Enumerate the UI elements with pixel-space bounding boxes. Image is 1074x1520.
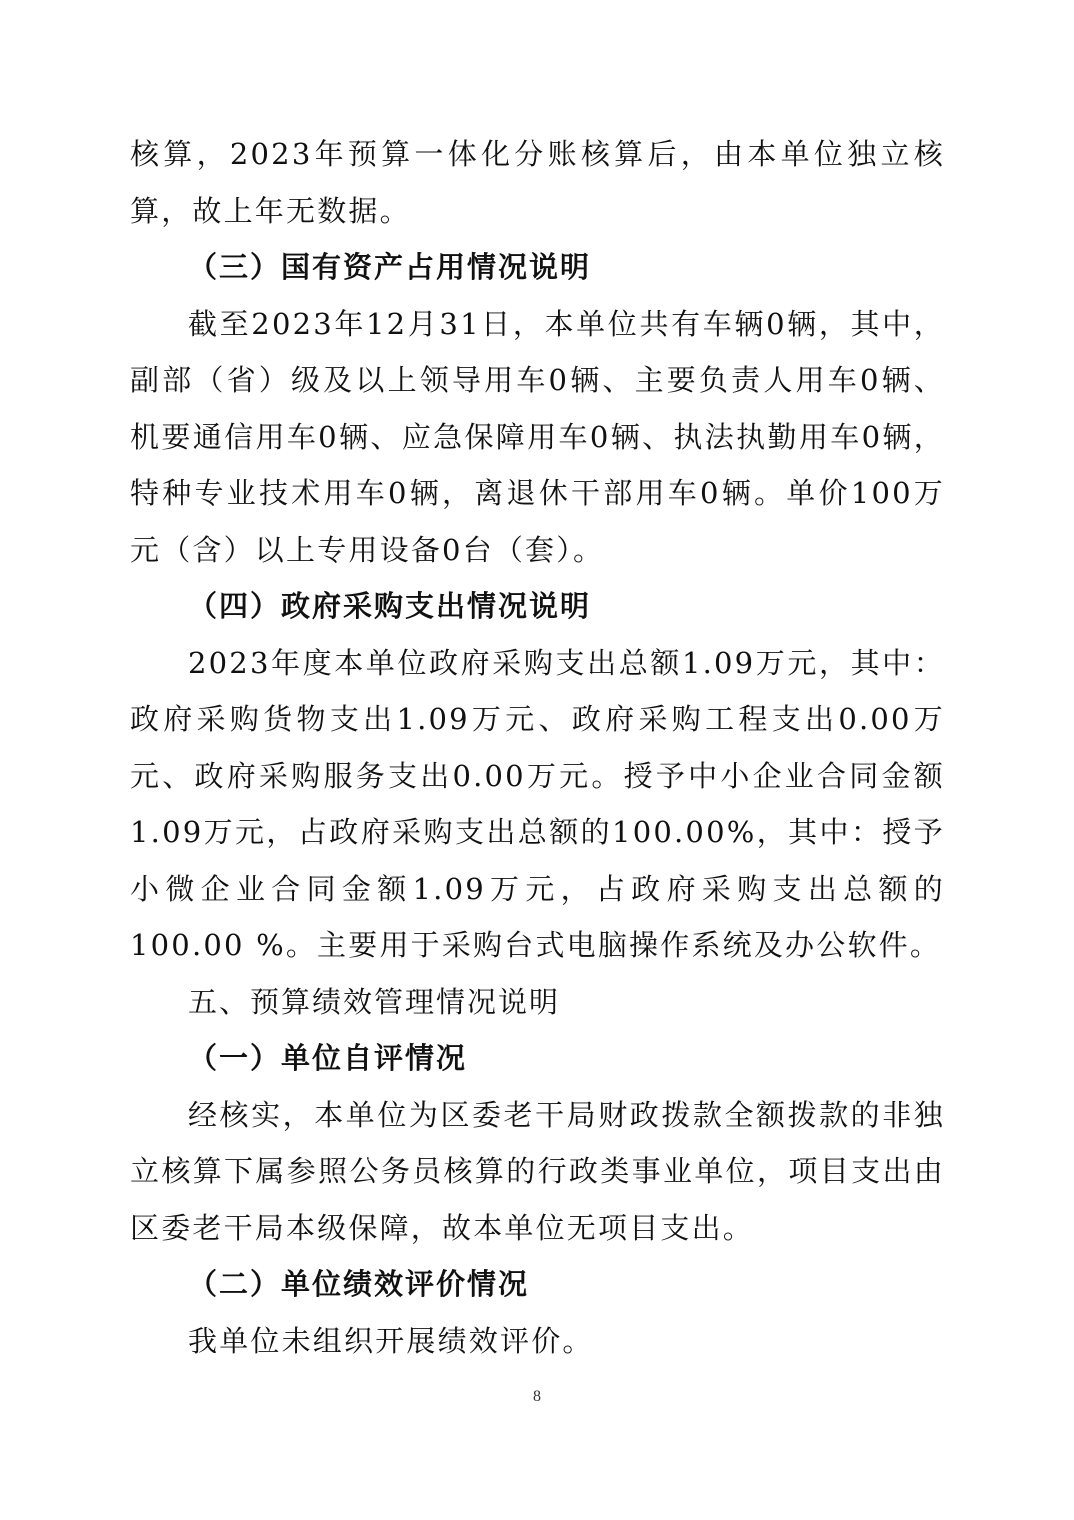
paragraph-state-assets: 截至2023年12月31日，本单位共有车辆0辆，其中，副部（省）级及以上领导用车0辆、主要负责人用车0辆、机要通信用车0辆、应急保障用车0辆、执法执勤用车0辆，特种专业技术用车0辆，离退休干部用车0辆。单价100万元（含）以上专用设备0台（套）。 — [130, 306, 945, 567]
section-heading-performance-evaluation: （二）单位绩效评价情况 — [188, 1267, 530, 1301]
page-number: 8 — [533, 1388, 541, 1405]
paragraph-continued: 核算，2023年预算一体化分账核算后，由本单位独立核算，故上年无数据。 — [130, 137, 945, 228]
paragraph-performance-evaluation: 我单位未组织开展绩效评价。 — [188, 1323, 594, 1358]
paragraph-self-evaluation: 经核实，本单位为区委老干局财政拨款全额拨款的非独立核算下属参照公务员核算的行政类事业单位，项目支出由区委老干局本级保障，故本单位无项目支出。 — [130, 1097, 945, 1245]
section-heading-self-evaluation: （一）单位自评情况 — [188, 1041, 468, 1075]
page-content — [130, 126, 945, 1369]
section-heading-state-assets: （三）国有资产占用情况说明 — [188, 250, 592, 284]
section-heading-government-procurement: （四）政府采购支出情况说明 — [188, 589, 592, 623]
paragraph-government-procurement: 2023年度本单位政府采购支出总额1.09万元，其中：政府采购货物支出1.09万元、政府采购工程支出0.00万元、政府采购服务支出0.00万元。授予中小企业合同金额1.09万元，占政府采购支出总额的100.00%，其中：授予小微企业合同金额1.09万元，占政府采购支出总额的100.00 %。主要用于采购台式电脑操作系统及办公软件。 — [130, 645, 945, 962]
chapter-heading-performance-management: 五、预算绩效管理情况说明 — [188, 984, 561, 1019]
